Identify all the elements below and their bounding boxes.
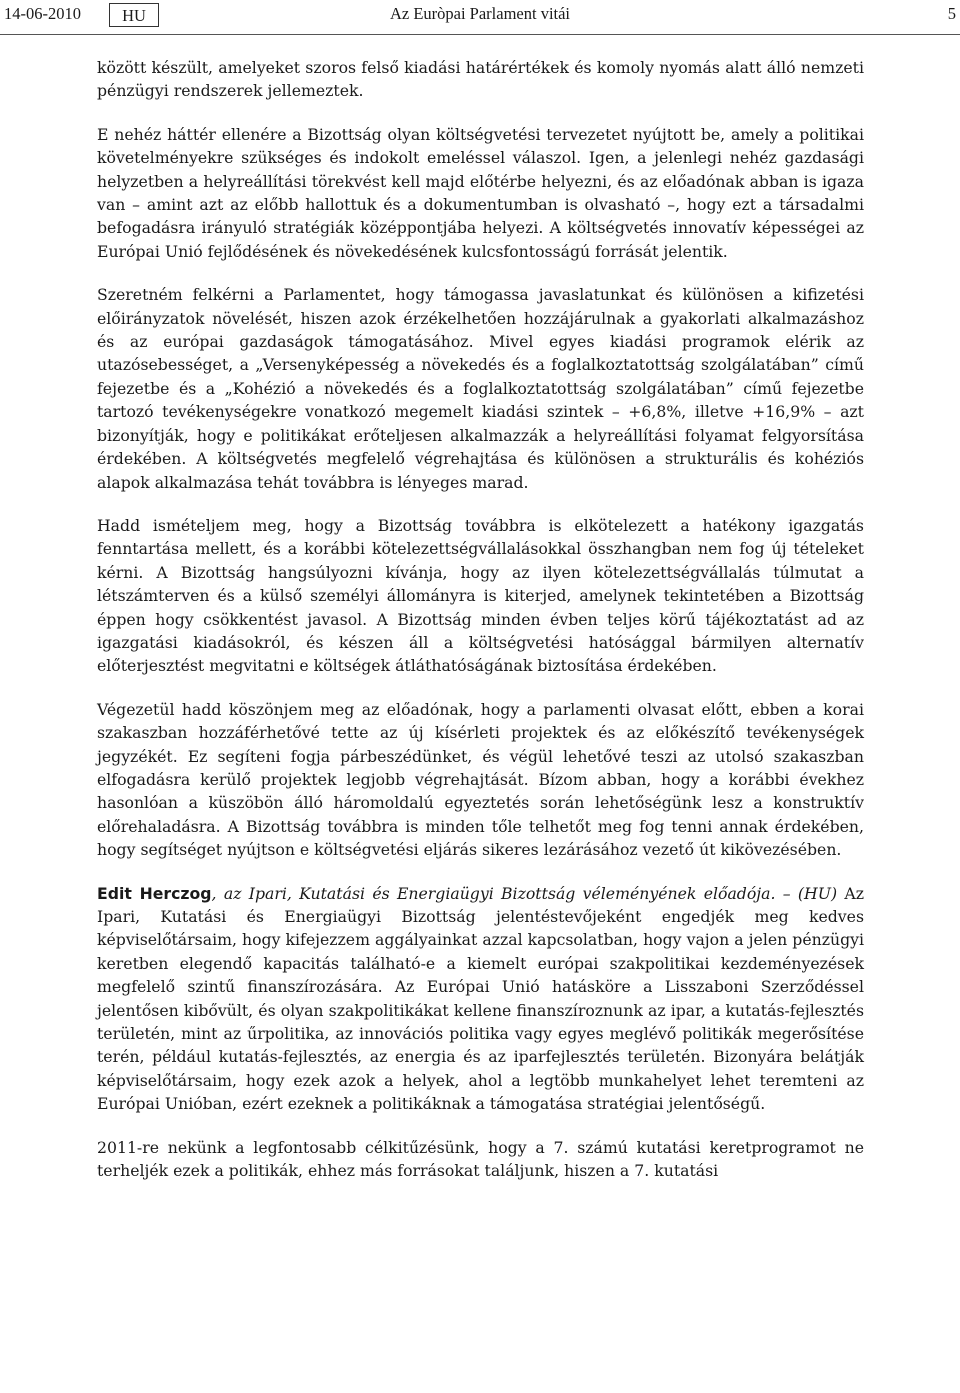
page-number: 5 (947, 4, 956, 23)
speech-text: Az Ipari, Kutatási és Energiaügyi Bizottság jelentéstevőjeként engedjék meg kedves képviselőtársaim, hogy kifejezzem aggályainkat azzal kapcsolatban, hogy vajon a jelen pénzügyi keretben elegendő kapacitás található-e a kiemelt európai szakpolitikai kezdeményezések megfelelő szintű finanszírozására. Az Európai Unió hatásköre a Lisszaboni Szerződéssel jelentősen kibővült, és olyan szakpolitikákat kellene finanszíroznunk az ipar, a kutatás-fejlesztés területén, mint az űrpolitika, az innovációs politika vagy egyes meglévő politikák megerősítése terén, például kutatás-fejlesztés, az energia és az iparfejlesztés területén. Bizonyára belátják képviselőtársaim, hogy ezek azok a helyek, ahol a legtöbb munkahelyet lehet teremteni az Európai Unióban, ezért ezeknek a politikáknak a támogatása stratégiai jelentőségű. (97, 883, 864, 1114)
document-title: Az Euròpai Parlament vitái (389, 4, 571, 23)
paragraph-2: E nehéz háttér ellenére a Bizottság olyan költségvetési tervezetet nyújtott be, amely a politikai követelményekre szükséges és indokolt emeléssel válaszol. Igen, a jelenlegi nehéz gazdasági helyzetben a helyreállítási törekvést kell majd előtérbe helyezni, és az előadónak abban is igaza van – amint azt az előbb hallottuk és a dokumentumban is olvasható –, hogy ezt a társadalmi befogadásra irányuló stratégiák középpontjába helyezi. A költségvetés innovatív képességei az Európai Unió fejlődésének és növekedésének kulcsfontosságú forrását jelentik. (97, 124, 864, 261)
speech-paragraph (97, 882, 864, 1116)
page-body (97, 56, 864, 1202)
language-code-box: HU (109, 3, 159, 27)
paragraph-1: között készült, amelyeket szoros felső kiadási határértékek és komoly nyomás alatt álló nemzeti pénzügyi rendszerek jellemeztek. (97, 58, 864, 101)
speaker-role: , az Ipari, Kutatási és Energiaügyi Bizottság véleményének előadója. – (HU) (211, 883, 838, 903)
header-date: 14-06-2010 (4, 4, 81, 23)
paragraph-4: Hadd ismételjem meg, hogy a Bizottság továbbra is elkötelezett a hatékony igazgatás fenntartása mellett, és a korábbi kötelezettségvállalásokkal összhangban nem fog új tételeket kérni. A Bizottság hangsúlyozni kívánja, hogy az ilyen kötelezettségvállalás túlmutat a létszámterven és a külső személyi állományra is kiterjed, amelynek tekintetében a Bizottság éppen hogy csökkentést javasol. A Bizottság minden évben teljes körű tájékoztatást ad az igazgatási kiadásokról, és készen áll a költségvetési hatósággal bármilyen alternatív előterjesztést megvitatni e költségek átláthatóságának biztosítása érdekében. (97, 515, 864, 676)
paragraph-3: Szeretném felkérni a Parlamentet, hogy támogassa javaslatunkat és különösen a kifizetési előirányzatok növelését, hiszen azok érzékelhetően hozzájárulnak a gyakorlati alkalmazáshoz és az európai gazdaságok támogatásához. Mivel egyes kiadási programok elérik az utazósebességet, a „Versenyképesség a növekedés és a foglalkoztatottság szolgálatában” című fejezetbe és a „Kohézió a növekedés és a foglalkoztatottság szolgálatában” című fejezetbe tartozó tevékenységekre vonatkozó megemelt kiadási szintek – +6,8%, illetve +16,9% – azt bizonyítják, hogy e politikákat erőteljesen alkalmazzák a helyreállítási folyamat felgyorsítása érdekében. A költségvetés megfelelő végrehajtása és különösen a strukturális és kohéziós alapok alkalmazása tehát továbbra is lényeges marad. (97, 285, 864, 492)
header-divider (0, 34, 960, 35)
speaker-name: Edit Herczog (97, 883, 212, 903)
page-header (0, 0, 960, 30)
paragraph-last: 2011-re nekünk a legfontosabb célkitűzésünk, hogy a 7. számú kutatási keretprogramot ne terheljék ezek a politikák, ehhez más forrásokat találjunk, hiszen a 7. kutatási (97, 1137, 864, 1181)
paragraph-5: Végezetül hadd köszönjem meg az előadónak, hogy a parlamenti olvasat előtt, ebben a korai szakaszban hozzáférhetővé tette az új kísérleti projektek és az előkészítő tevékenységek jegyzékét. Ez segíteni fogja párbeszédünket, és végül lehetővé teszi az utolsó szakaszban elfogadásra kerülő projektek legjobb végrehajtását. Bízom abban, hogy a korábbi évekhez hasonlóan a küszöbön álló háromoldalú egyeztetés során lehetőségünk lesz a konstruktív előrehaladásra. A Bizottság továbbra is minden tőle telhetőt meg fog tenni annak érdekében, hogy segítséget nyújtson e költségvetési eljárás sikeres lezárásához vezető út kikövezésében. (97, 699, 864, 860)
